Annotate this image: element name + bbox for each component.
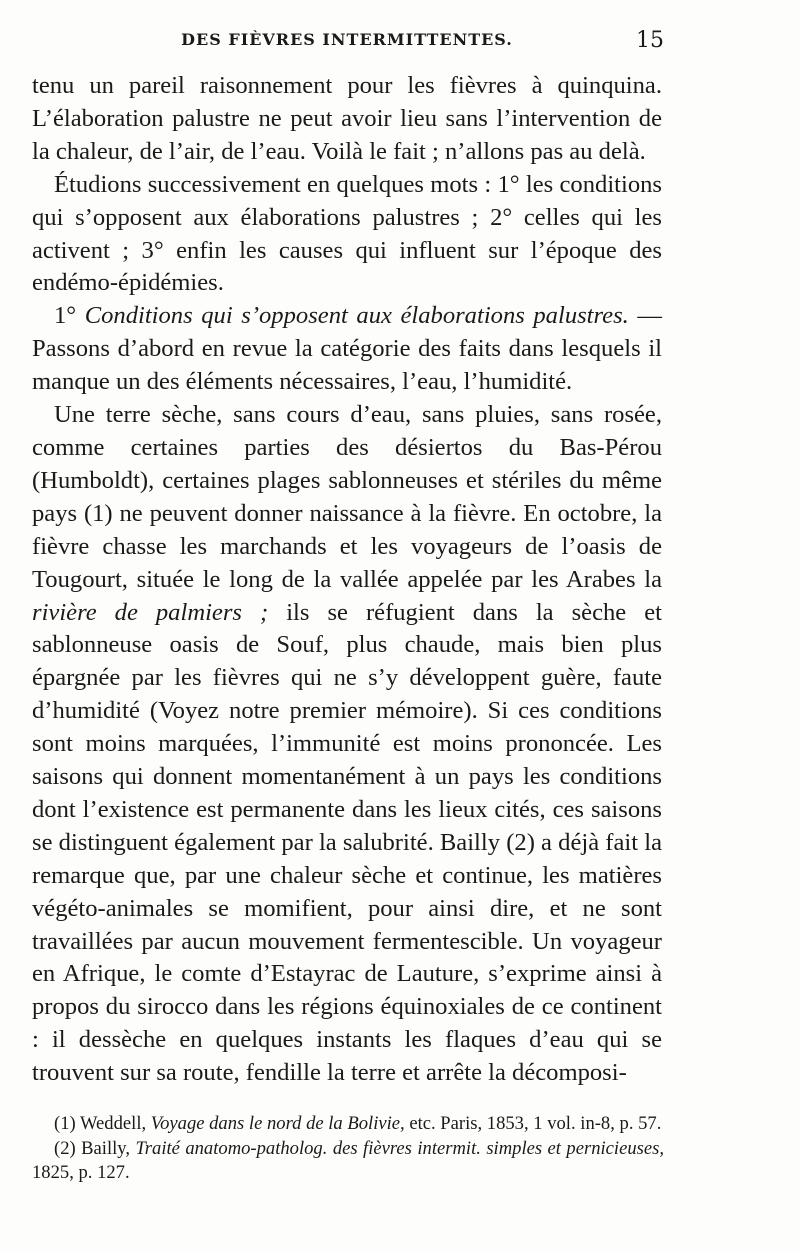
footnote-2-part-a: (2) Bailly, [54, 1137, 136, 1159]
section-heading: Conditions qui s’opposent aux élaborations palustres. [84, 302, 629, 330]
running-title: DES FIÈVRES INTERMITTENTES. [181, 30, 513, 49]
paragraph-2: Étudions successivement en quelques mots : 1° les conditions qui s’opposent aux élaborations palustres ; 2° celles qui les activent ; 3° enfin les causes qui influent sur l’époque des endémo-épidémies. [32, 170, 662, 297]
footnote-2 [32, 1137, 664, 1186]
paragraph-3 [32, 300, 662, 399]
paragraph-3-text: — Passons d’abord en revue la catégorie des faits dans lesquels il manque un des éléments nécessaires, l’eau, l’humidité. [32, 302, 662, 396]
footnote-1-italic: Voyage dans le nord de la Bolivie, [150, 1113, 405, 1134]
running-head [32, 30, 662, 64]
footnote-1 [32, 1112, 664, 1137]
paragraph-1: tenu un pareil raisonnement pour les fièvres à quinquina. L’élaboration palustre ne peut avoir lieu sans l’intervention de la chaleur, de l’air, de l’eau. Voilà le fait ; n’allons pas au delà. [32, 72, 662, 165]
section-number: 1° [54, 302, 77, 330]
paragraph-4-italic: rivière de palmiers ; [32, 598, 269, 626]
footnote-2-part-b: 1825, p. 127. [32, 1162, 130, 1183]
footnote-2-italic: Traité anatomo-patholog. des fièvres intermit. simples et pernicieuses, [135, 1137, 664, 1159]
body-text [32, 70, 662, 1090]
footnote-1-part-b: etc. Paris, 1853, 1 vol. in-8, p. 57. [404, 1113, 662, 1134]
footnotes [32, 1112, 664, 1186]
paragraph-4-part-b: ils se réfugient dans la sèche et sablonneuse oasis de Souf, plus chaude, mais bien plus épargnée par les fièvres qui ne s’y développent guère, faute d’humidité (Voyez notre premier mémoire). Si ces conditions sont moins marquées, l’immunité est moins prononcée. Les saisons qui donnent momentanément à un pays les conditions dont l’existence est permanente dans les lieux cités, ces saisons se distinguent également par la salubrité. Bailly (2) a déjà fait la remarque que, par une chaleur sèche et continue, les matières végéto-animales se momifient, pour ainsi dire, et ne sont travaillées par aucun mouvement fermentescible. Un voyageur en Afrique, le comte d’Estayrac de Lauture, s’exprime ainsi à propos du sirocco dans les régions équinoxiales de ce continent : il dessèche en quelques instants les flaques d’eau qui se trouvent sur sa route, fendille la terre et arrête la décomposi- [32, 598, 662, 1087]
footnote-1-part-a: (1) Weddell, [54, 1113, 151, 1134]
paragraph-4 [32, 399, 662, 1090]
paragraph-4-part-a: Une terre sèche, sans cours d’eau, sans pluies, sans rosée, comme certaines parties des désiertos du Bas-Pérou (Humboldt), certaines plages sablonneuses et stériles du même pays (1) ne peuvent donner naissance à la fièvre. En octobre, la fièvre chasse les marchands et les voyageurs de l’oasis de Tougourt, située le long de la vallée appelée par les Arabes la [32, 401, 662, 593]
page-number: 15 [636, 28, 664, 53]
